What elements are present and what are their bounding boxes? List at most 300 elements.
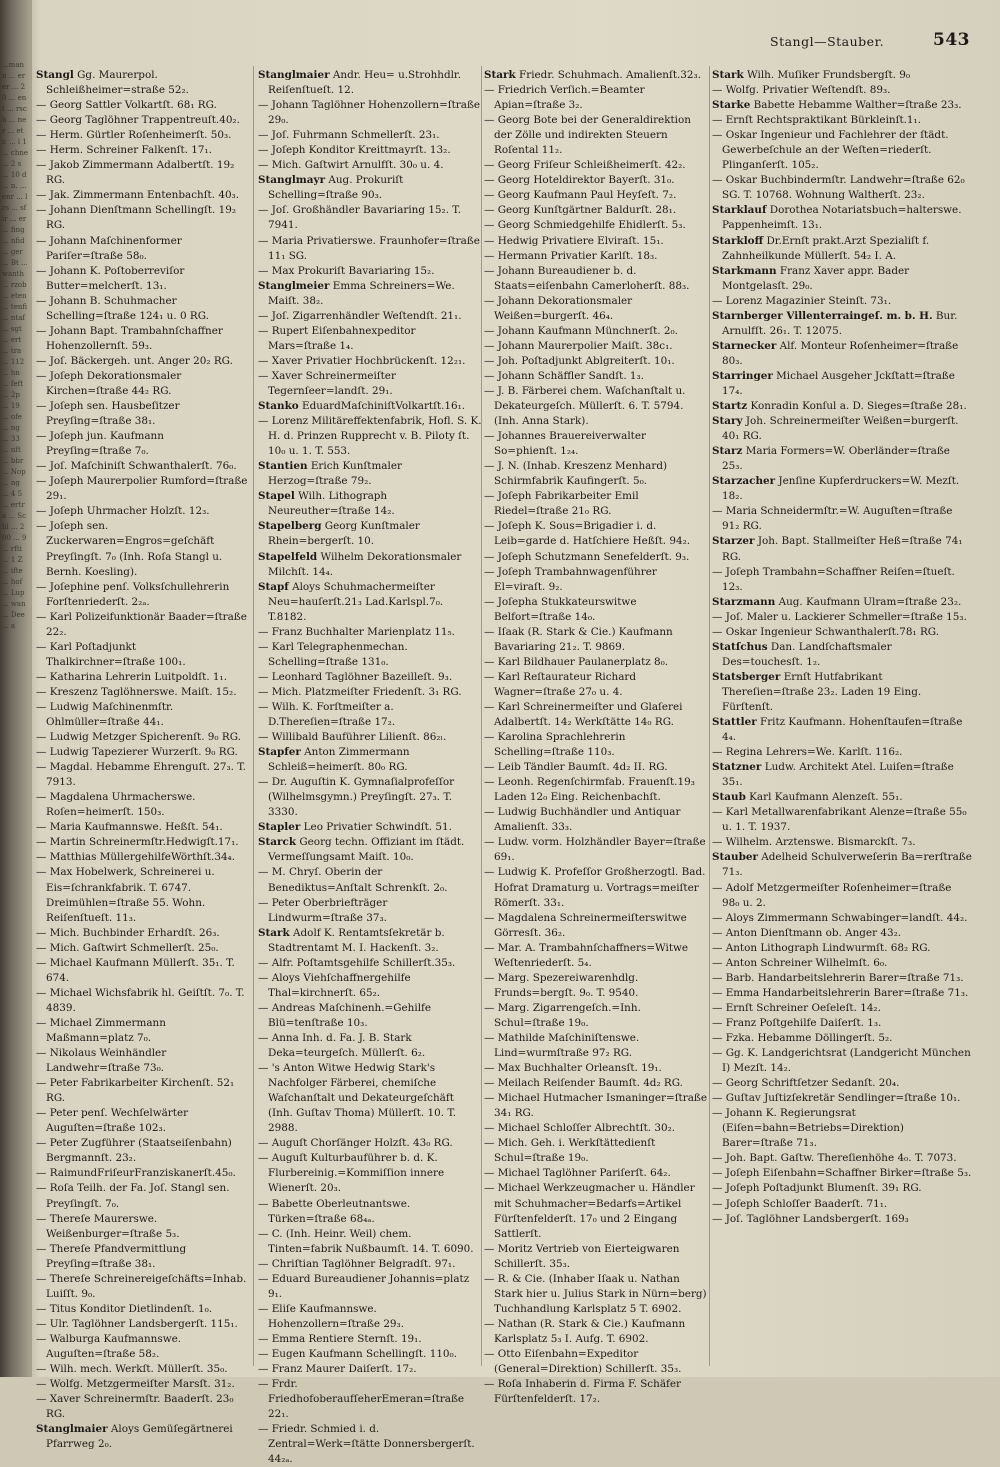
directory-entry — [484, 1076, 710, 1091]
directory-entry — [258, 896, 482, 926]
entry-text: — Ernſt Schreiner Oeſeleſt. 14₂. — [712, 1001, 881, 1014]
entry-text: — Herm. Schreiner Falkenſt. 17₁. — [36, 144, 212, 157]
entry-text: — Thereſe Schreinereigeſchäfts=Inhab. Luiſſt. 9₀. — [36, 1272, 247, 1300]
entry-text: — Marg. Spezereiwarenhdlg. Frunds=bergſt. 9₀. T. 9540. — [484, 971, 639, 999]
directory-entry — [484, 384, 710, 429]
directory-entry — [36, 68, 248, 98]
directory-entry — [712, 805, 972, 835]
entry-surname: Stary — [712, 415, 743, 428]
directory-entry — [712, 534, 972, 564]
directory-entry — [712, 956, 972, 971]
entry-text: — R. & Cie. (Inhaber Iſaak u. Nathan Stark hier u. Julius Stark in Nürn=berg) Tuchhandlung Karlsplatz 5 T. 6902. — [484, 1272, 707, 1315]
directory-entry — [484, 83, 710, 113]
entry-text: — Joſeph Trambahnwagenführer El=viraſt. 9₂. — [484, 565, 657, 593]
entry-text: Jenſine Kupferdruckers=W. Mezſt. 18₂. — [722, 475, 960, 503]
entry-text: — Willibald Bauführer Lilienſt. 86₂ₗ. — [258, 731, 447, 744]
directory-entry — [258, 700, 482, 730]
directory-entry — [712, 474, 972, 504]
directory-entry — [484, 670, 710, 700]
entry-text: — Michael Taglöhner Pariſerſt. 64₂. — [484, 1167, 671, 1180]
directory-entry — [484, 835, 710, 865]
directory-entry — [36, 203, 248, 233]
directory-entry — [484, 429, 710, 459]
directory-entry — [712, 1016, 972, 1031]
directory-entry — [36, 474, 248, 504]
entry-text: — Iſaak (R. Stark & Cie.) Kaufmann Bavariaring 21₂. T. 9869. — [484, 625, 673, 653]
entry-text: — Moritz Vertrieb von Eierteigwaren Schillerſt. 35₃. — [484, 1242, 680, 1270]
entry-surname: Stapf — [258, 580, 289, 593]
entry-text: — Georg Kaufmann Paul Heyſeſt. 7₂. — [484, 189, 677, 202]
directory-entry — [712, 941, 972, 956]
entry-text: — Johannes Brauereiverwalter So=phienſt. 1₂₄. — [484, 430, 646, 458]
entry-text: Ernſt Hutfabrikant Thereſien=ſtraße 23₂. Laden 19 Eing. Fürſtenſt. — [722, 670, 922, 713]
entry-text: — Max Hobelwerk, Schreinerei u. Eis=ſchrankfabrik. T. 6747. Dreimühlen=ſtraße 55. Wohn. Reiſenſtueſt. 11₃. — [36, 866, 215, 924]
entry-text: Wilh. Lithograph Neureuther=ſtraße 14₂. — [268, 490, 395, 518]
entry-surname: Stanglmayr — [258, 174, 326, 187]
directory-entry — [712, 234, 972, 264]
entry-text: — Xaver Schreinermſtr. Baaderſt. 23₀ RG. — [36, 1393, 234, 1421]
entry-text: — Rupert Eiſenbahnexpeditor Mars=ſtraße 1₄. — [258, 324, 416, 352]
directory-entry — [484, 188, 710, 203]
directory-entry — [484, 1181, 710, 1241]
directory-entry — [712, 173, 972, 203]
entry-text: — Marg. Zigarrengeſch.=Inh. Schul=ſtraße 19₀. — [484, 1001, 641, 1029]
directory-entry — [484, 1121, 710, 1136]
directory-entry — [258, 98, 482, 128]
directory-entry — [712, 339, 972, 369]
entry-text: — Joſeph Schutzmann Senefelderſt. 9₃. — [484, 550, 690, 563]
directory-entry — [258, 730, 482, 745]
directory-entry — [258, 459, 482, 489]
directory-entry — [258, 971, 482, 1001]
directory-entry — [36, 504, 248, 519]
entry-text: — Joſeph Konditor Kreittmayrſt. 13₂. — [258, 144, 451, 157]
entry-text: — Karl Schreinermeiſter und Glaſerei Adalbertſt. 14₂ Werkſtätte 14₀ RG. — [484, 700, 683, 729]
entry-text: — Joh. Bapt. Gaſtw. Thereſienhöhe 4₀. T. 7073. — [712, 1152, 957, 1165]
directory-entry — [36, 399, 248, 429]
column-1 — [36, 68, 248, 1451]
column-4 — [712, 68, 972, 1368]
running-title: Stangl—Stauber. — [770, 34, 885, 49]
directory-entry — [484, 655, 710, 670]
entry-text: — Karl Poſtadjunkt Thalkirchner=ſtraße 100₁. — [36, 640, 186, 668]
directory-entry — [36, 850, 248, 865]
entry-text: — Georg Kunſtgärtner Baldurſt. 28₁. — [484, 204, 677, 217]
entry-text: — Joſeph Eiſenbahn=Schaffner Birker=ſtraße 5₃. — [712, 1167, 972, 1180]
directory-entry — [258, 234, 482, 264]
directory-entry — [712, 1001, 972, 1016]
entry-text: — Anton Lithograph Lindwurmſt. 68₂ RG. — [712, 941, 931, 954]
entry-text: — Ludwig Buchhändler und Antiquar Amalienſt. 33₃. — [484, 806, 681, 834]
directory-entry — [36, 1016, 248, 1046]
directory-entry — [36, 1302, 248, 1317]
directory-entry — [258, 625, 482, 640]
entry-text: Aloys Gemüſegärtnerei Pfarrweg 2₀. — [46, 1423, 233, 1451]
gutter-text: ...mann ... erer ... 20 ... ent ... rsch ... ner ... etr. ... l 1 ... chne ... 2 s ... 10 d ... n. ... enr ... lrs ... sfir ... er ... fing ... nfid ... ger ... Bt ... wanth ... rzob ... eten ... tenfi ... ntaf ... sgt ... ert ... tra ... 112 ... hn ... feft ... 2p ... 19 ... ofe ... ng ... 33 ... nft ... bbr ... Nop ... ng ... 4 5 ... ertra ... Schl ... 200 ... 9 ... rfti ... 1 Z ... ifte ... hof ... Lup ... wan ... Dee ... a — [2, 61, 28, 630]
entry-text: — Aloys Viehſchaffnergehilfe Thal=kirchnerſt. 65₂. — [258, 971, 411, 999]
entry-surname: Stanglmaier — [258, 69, 330, 81]
directory-entry — [484, 1091, 710, 1121]
directory-entry — [712, 444, 972, 474]
directory-entry — [36, 1332, 248, 1362]
entry-surname: Starkmann — [712, 264, 777, 277]
entry-text: Andr. Heu= u.Strohhdlr. Reiſenſtueſt. 12. — [268, 69, 462, 97]
directory-entry — [712, 745, 972, 760]
entry-text: — Joſ. Bäckergeh. unt. Anger 20₂ RG. — [36, 354, 233, 367]
page-header — [770, 30, 970, 54]
directory-entry — [712, 83, 972, 98]
entry-text: — Ludwig Maſchinenmſtr. Ohlmüller=ſtraße 44₁. — [36, 700, 174, 729]
entry-text: — Joſeph Schloſſer Baaderſt. 71₁. — [712, 1197, 888, 1210]
entry-text: — Michael Schloſſer Albrechtſt. 30₂. — [484, 1122, 676, 1135]
directory-entry — [36, 1166, 248, 1181]
entry-text: — Alfr. Poſtamtsgehilfe Schillerſt.35₃. — [258, 956, 456, 969]
entry-text: Erich Kunſtmaler Herzog=ſtraße 79₂. — [268, 460, 402, 488]
entry-text: — Wilh. K. Forſtmeiſter a. D.Thereſien=ſtraße 17₂. — [258, 700, 396, 729]
entry-text: — Joſephine penſ. Volksſchullehrerin Forſtenriederſt. 2₂ₐ. — [36, 580, 230, 608]
directory-entry — [484, 113, 710, 158]
directory-entry — [712, 294, 972, 309]
entry-text: — Ludwig Metzger Spicherenſt. 9₀ RG. — [36, 731, 241, 744]
directory-entry — [484, 234, 710, 249]
entry-text: — Oskar Buchbindermſtr. Landwehr=ſtraße 62₀ SG. T. 10768. Wohnung Waltherſt. 23₂. — [712, 174, 965, 202]
directory-entry — [36, 1076, 248, 1106]
entry-text: — Hermann Privatier Karlſt. 18₃. — [484, 249, 658, 262]
directory-entry — [36, 730, 248, 745]
entry-text: — Mar. A. Trambahnſchaffners=Witwe Weſtenriederſt. 5₄. — [484, 941, 689, 969]
entry-text: — Mathilde Maſchiniſtenswe. Lind=wurmſtraße 97₂ RG. — [484, 1032, 640, 1060]
directory-entry — [712, 790, 972, 805]
entry-text: — Johann Dekorationsmaler Weißen=burgerſt. 46₄. — [484, 294, 633, 322]
entry-text: — Aloys Zimmermann Schwabinger=landſt. 44₂. — [712, 911, 968, 924]
entry-text: — Babette Oberleutnantswe. Türken=ſtraße 68₄ₐ. — [258, 1197, 411, 1225]
entry-text: — Karl Telegraphenmechan. Schelling=ſtraße 131₀. — [258, 640, 408, 668]
directory-entry — [36, 98, 248, 113]
directory-entry — [36, 519, 248, 579]
directory-entry — [484, 1031, 710, 1061]
directory-entry — [712, 835, 972, 850]
entry-text: — Joſ. Zigarrenhändler Weſtendſt. 21₁. — [258, 309, 462, 322]
directory-entry — [258, 143, 482, 158]
directory-entry — [258, 519, 482, 549]
directory-entry — [36, 610, 248, 640]
entry-text: — Michael Hutmacher Ismaninger=ſtraße 34₁ RG. — [484, 1092, 707, 1120]
column-3 — [484, 68, 710, 1406]
directory-entry — [36, 1362, 248, 1377]
directory-entry — [258, 550, 482, 580]
directory-entry — [258, 956, 482, 971]
entry-text: — Karl Bildhauer Paulanerplatz 8₀. — [484, 655, 669, 668]
directory-entry — [36, 1422, 248, 1452]
directory-entry — [712, 911, 972, 926]
entry-text: — Georg Schriftſetzer Sedanſt. 20₄. — [712, 1077, 900, 1090]
directory-entry — [484, 1166, 710, 1181]
directory-entry — [712, 881, 972, 911]
directory-entry — [258, 1061, 482, 1136]
directory-entry — [484, 1242, 710, 1272]
entry-text: Dan. Landſchaftsmaler Des=touchesſt. 1₂. — [722, 640, 892, 668]
binding-gutter — [0, 0, 32, 1377]
directory-entry — [36, 1272, 248, 1302]
directory-entry — [36, 354, 248, 369]
entry-text: — Michael Werkzeugmacher u. Händler mit Schuhmacher=Bedarfs=Artikel Fürſtenfelderſt. 17₀ und 2 Eingang Sattlerſt. — [484, 1182, 695, 1240]
entry-surname: Stapelfeld — [258, 550, 318, 563]
directory-entry — [258, 354, 482, 369]
entry-text: — Joſ. Taglöhner Landsbergerſt. 169₃ — [712, 1212, 909, 1225]
entry-text: — Karl Reſtaurateur Richard Wagner=ſtraße 27₀ u. 4. — [484, 670, 637, 698]
directory-entry — [484, 324, 710, 339]
directory-entry — [712, 309, 972, 339]
entry-surname: Starnberger Villenterraingeſ. m. b. H. — [712, 309, 933, 322]
entry-surname: Stapfer — [258, 746, 301, 759]
directory-entry — [36, 640, 248, 670]
entry-text: Wilh. Muſiker Frundsbergſt. 9₀ — [747, 69, 911, 81]
entry-text: Babette Hebamme Walther=ſtraße 23₃. — [753, 99, 962, 112]
entry-surname: Staub — [712, 791, 746, 804]
entry-text: — Lorenz Magazinier Steinſt. 73₁. — [712, 294, 892, 307]
entry-text: — Katharina Lehrerin Luitpoldſt. 1₁. — [36, 670, 228, 683]
entry-text: — Maria Privatierswe. Fraunhofer=ſtraße 11₁ SG. — [258, 234, 480, 262]
entry-surname: Statsberger — [712, 670, 781, 683]
entry-text: — Friedr. Schmied i. d. Zentral=Werk=ſtätte Donnersbergerſt. 44₂ₐ. — [258, 1423, 475, 1466]
entry-text: — Chriſtian Taglöhner Belgradſt. 97₁. — [258, 1257, 456, 1270]
directory-entry — [258, 926, 482, 956]
directory-entry — [258, 1031, 482, 1061]
directory-entry — [258, 1257, 482, 1272]
directory-entry — [712, 1106, 972, 1151]
entry-surname: Starck — [258, 836, 297, 849]
directory-entry — [36, 745, 248, 760]
directory-entry — [36, 459, 248, 474]
entry-surname: Stapler — [258, 821, 301, 834]
entry-surname: Statzner — [712, 761, 762, 774]
entry-text: — Peter Zugführer (Staatseiſenbahn) Bergmannſt. 23₂. — [36, 1137, 232, 1165]
entry-surname: Stanglmeier — [258, 279, 330, 292]
entry-text: Joh. Bapt. Stallmeiſter Heß=ſtraße 74₁ RG. — [722, 535, 963, 563]
entry-surname: Starklauf — [712, 204, 767, 217]
entry-text: — Michael Kaufmann Müllerſt. 35₁. T. 674. — [36, 956, 235, 984]
entry-text: — J. N. (Inhab. Kreszenz Menhard) Schirmfabrik Kaufingerſt. 5₀. — [484, 460, 668, 488]
entry-text: — Mich. Platzmeiſter Friedenſt. 3₁ RG. — [258, 685, 462, 698]
entry-text: — Mich. Buchbinder Erhardſt. 26₃. — [36, 926, 220, 939]
directory-entry — [484, 369, 710, 384]
directory-entry — [36, 1181, 248, 1211]
entry-text: — Wolfg. Metzgermeiſter Marsſt. 31₂. — [36, 1378, 235, 1391]
directory-entry — [484, 1136, 710, 1166]
directory-entry — [258, 685, 482, 700]
directory-entry — [712, 670, 972, 715]
entry-text: — Herm. Gürtler Roſenheimerſt. 50₃. — [36, 129, 232, 142]
entry-text: — Michael Zimmermann Maßmann=platz 7₀. — [36, 1016, 166, 1044]
entry-text: Anton Zimmermann Schleiß=heimerſt. 80₀ RG. — [268, 746, 410, 774]
entry-text: — Magdalena Uhrmacherswe. Roſen=heimerſt. 150₃. — [36, 791, 196, 819]
directory-entry — [36, 1136, 248, 1166]
entry-surname: Stark — [484, 69, 516, 81]
entry-text: — Georg Bote bei der Generaldirektion der Zölle und indirekten Steuern Roſental 11₂. — [484, 114, 691, 157]
entry-text: — Johann Maſchinenformer Pariſer=ſtraße 58₀. — [36, 234, 182, 262]
entry-text: — Anton Schreiner Wilhelmſt. 6₀. — [712, 956, 888, 969]
entry-text: — Georg Taglöhner Trappentreuſt.40₂. — [36, 114, 240, 127]
directory-entry — [36, 429, 248, 459]
directory-entry — [712, 1181, 972, 1196]
entry-text: Adelheid Schulverweſerin Ba=rerſtraße 71₃. — [722, 851, 972, 879]
directory-entry — [484, 519, 710, 549]
entry-text: — Eduard Bureaudiener Johannis=platz 9₁. — [258, 1272, 470, 1300]
entry-text: — Nathan (R. Stark & Cie.) Kaufmann Karlsplatz 5₃ I. Aufg. T. 6902. — [484, 1317, 686, 1345]
directory-entry — [258, 1272, 482, 1302]
directory-entry — [258, 1377, 482, 1422]
directory-entry — [258, 670, 482, 685]
directory-entry — [484, 68, 710, 83]
directory-entry — [258, 1347, 482, 1362]
directory-entry — [484, 203, 710, 218]
entry-text: — Karl Polizeifunktionär Baader=ſtraße 22₂. — [36, 610, 247, 638]
entry-text: Aug. Kaufmann Ulram=ſtraße 23₂. — [778, 595, 962, 608]
column-rule — [253, 66, 254, 1366]
entry-text: — Jakob Zimmermann Adalbertſt. 19₂ RG. — [36, 159, 235, 187]
directory-entry — [36, 1046, 248, 1076]
directory-entry — [36, 1106, 248, 1136]
entry-text: — Mich. Gaſtwirt Schmellerſt. 25₀. — [36, 941, 219, 954]
entry-text: — Leonhard Taglöhner Bazeilleſt. 9₃. — [258, 670, 453, 683]
entry-text: — Joſeph Fabrikarbeiter Emil Riedel=ſtraße 21₀ RG. — [484, 490, 639, 518]
entry-text: — Georg Schmiedgehilfe Ehidlerſt. 5₃. — [484, 219, 686, 232]
entry-text: — Meilach Reiſender Baumſt. 4d₂ RG. — [484, 1077, 683, 1090]
entry-text: — Magdal. Hebamme Ehrenguſt. 27₃. T. 7913. — [36, 761, 246, 789]
entry-text: — Oskar Ingenieur und Fachlehrer der ſtädt. Gewerbeſchule an der Weſten=riederſt. Plinganſerſt. 105₂. — [712, 129, 949, 172]
directory-entry — [484, 1272, 710, 1317]
directory-entry — [36, 670, 248, 685]
directory-entry — [36, 128, 248, 143]
directory-entry — [484, 941, 710, 971]
entry-text: — Joſ. Großhändler Bavariaring 15₂. T. 7941. — [258, 204, 462, 232]
directory-entry — [712, 1031, 972, 1046]
directory-entry — [484, 489, 710, 519]
entry-text: — Karolina Sprachlehrerin Schelling=ſtraße 110₃. — [484, 731, 626, 759]
entry-text: Michael Ausgeher Jckſtatt=ſtraße 17₄. — [722, 369, 955, 397]
entry-text: — Friedrich Verſich.=Beamter Apian=ſtraße 3₂. — [484, 84, 645, 112]
entry-surname: Starkloff — [712, 234, 764, 247]
directory-entry — [258, 775, 482, 820]
entry-text: — Gg. K. Landgerichtsrat (Landgericht München I) Mezſt. 14₂. — [712, 1047, 971, 1075]
directory-entry — [712, 971, 972, 986]
directory-entry — [712, 1166, 972, 1181]
entry-text: — Frdr. FriedhofoberaufſeherEmeran=ſtraße 22₁. — [258, 1378, 465, 1421]
entry-text: — Johann Bapt. Trambahnſchaffner Hohenzollernſt. 59₃. — [36, 324, 223, 352]
entry-text: Adolf K. Rentamtsſekretär b. Stadtrentamt M. I. Hackenſt. 3₂. — [268, 926, 445, 954]
directory-entry — [36, 926, 248, 941]
directory-entry — [258, 264, 482, 279]
entry-text: Karl Kaufmann Alenzeſt. 55₁. — [749, 791, 903, 804]
entry-text: Ludw. Architekt Atel. Luiſen=ſtraße 35₁. — [722, 761, 954, 789]
entry-text: Gg. Maurerpol. Schleißheimer=straße 52₂. — [46, 69, 189, 97]
entry-text: — Joſeph sen. Zuckerwaren=Engros=geſchäft Preyſingſt. 7₀ (Inh. Roſa Stangl u. Bernh. Koesling). — [36, 520, 223, 578]
entry-text: — Georg Friſeur Schleißheimerſt. 42₂. — [484, 159, 686, 172]
directory-entry — [712, 369, 972, 399]
directory-entry — [712, 565, 972, 595]
entry-text: — Hedwig Privatiere Elviraſt. 15₁. — [484, 234, 664, 247]
entry-text: — Joſ. Maſchiniſt Schwanthalerſt. 76₀. — [36, 460, 237, 473]
directory-entry — [36, 865, 248, 925]
entry-text: — Barb. Handarbeitslehrerin Barer=ſtraße 71₃. — [712, 971, 964, 984]
directory-entry — [258, 1001, 482, 1031]
directory-entry — [36, 294, 248, 324]
entry-text: — Georg Hoteldirektor Bayerſt. 31₀. — [484, 174, 675, 187]
directory-entry — [258, 1151, 482, 1196]
directory-entry — [36, 158, 248, 188]
entry-surname: Statſchus — [712, 640, 768, 653]
entry-text: — Joſeph Dekorationsmaler Kirchen=ſtraße 44₂ RG. — [36, 369, 182, 397]
directory-entry — [258, 489, 482, 519]
directory-entry — [712, 399, 972, 414]
entry-text: — Franz Poſtgehilfe Daiſerſt. 1₃. — [712, 1016, 882, 1029]
entry-text: — Ludwig K. Profeſſor Großherzogtl. Bad. Hofrat Dramaturg u. Vortrags=meiſter Römerſt. 33₁. — [484, 866, 706, 909]
directory-entry — [36, 113, 248, 128]
directory-entry — [484, 760, 710, 775]
directory-entry — [258, 820, 482, 835]
entry-text: — Dr. Auguſtin K. Gymnaſialprofeſſor (Wilhelmsgymn.) Preyſingſt. 27₃. T. 3330. — [258, 776, 455, 819]
entry-surname: Stark — [712, 69, 744, 81]
entry-text: — Maria Schneidermſtr.=W. Auguſten=ſtraße 91₂ RG. — [712, 505, 953, 533]
entry-text: Aloys Schuhmachermeiſter Neu=hauſerſt.21₃ Lad.Karlspl.7₀. T.8182. — [268, 580, 444, 623]
directory-entry — [484, 294, 710, 324]
entry-text: — Wilh. mech. Werkſt. Müllerſt. 35₀. — [36, 1363, 228, 1376]
entry-text: — Wolfg. Privatier Weſtendſt. 89₃. — [712, 84, 891, 97]
entry-text: — Mich. Gaſtwirt Arnulfſt. 30₀ u. 4. — [258, 159, 444, 172]
directory-entry — [484, 264, 710, 294]
directory-entry — [712, 414, 972, 444]
entry-text: — Peter Fabrikarbeiter Kirchenſt. 52₁ RG. — [36, 1077, 235, 1105]
entry-text: — Martin Schreinermſtr.Hedwigſt.17₁. — [36, 836, 239, 849]
entry-surname: Stanglmaier — [36, 1423, 108, 1436]
entry-surname: Stantien — [258, 460, 308, 473]
entry-text: Konradin Konſul a. D. Sieges=ſtraße 28₁. — [750, 400, 967, 413]
directory-entry — [258, 399, 482, 414]
entry-text: — Auguſt Chorſänger Holzſt. 43₀ RG. — [258, 1137, 453, 1150]
entry-text: — Johann K. Poſtoberreviſor Butter=melcherſt. 13₁. — [36, 264, 185, 292]
entry-text: — Joſeph Trambahn=Schaffner Reiſen=ſtueſt. 12₃. — [712, 565, 955, 593]
directory-entry — [258, 640, 482, 670]
entry-text: — M. Chryſ. Oberin der Benediktus=Anſtalt Schrenkſt. 2₀. — [258, 866, 448, 894]
entry-surname: Startz — [712, 400, 748, 413]
entry-text: Joh. Schreinermeiſter Weißen=burgerſt. 40₁ RG. — [722, 415, 959, 443]
entry-text: Emma Schreiners=We. Maiſt. 38₂. — [268, 279, 455, 307]
entry-text: — Joſeph K. Sous=Brigadier i. d. Leib=garde d. Hatſchiere Heßſt. 94₂. — [484, 520, 691, 548]
directory-entry — [484, 911, 710, 941]
directory-entry — [484, 700, 710, 730]
directory-entry — [484, 595, 710, 625]
directory-entry — [712, 640, 972, 670]
entry-text: — Peter Oberbriefträger Lindwurm=ſtraße 37₃. — [258, 896, 388, 924]
entry-text: — Johann Bureaudiener b. d. Staats=eiſenbahn Camerloherſt. 88₃. — [484, 264, 690, 292]
entry-surname: Stapel — [258, 490, 295, 503]
directory-entry — [258, 414, 482, 459]
directory-entry — [712, 203, 972, 233]
entry-text: Georg techn. Offiziant im ſtädt. Vermeſſungsamt Maiſt. 10₀. — [268, 836, 465, 864]
column-2 — [258, 68, 482, 1466]
entry-text: Wilhelm Dekorationsmaler Milchſt. 14₄. — [268, 550, 462, 578]
directory-entry — [36, 324, 248, 354]
entry-surname: Stanko — [258, 400, 299, 413]
entry-text: — Roſa Inhaberin d. Firma F. Schäfer Fürſtenfelderſt. 17₂. — [484, 1378, 681, 1406]
directory-entry — [36, 188, 248, 203]
directory-entry — [36, 820, 248, 835]
entry-text: — Thereſe Pfandvermittlung Preyſing=ſtraße 38₁. — [36, 1242, 187, 1270]
directory-entry — [36, 580, 248, 610]
entry-text: — Kreszenz Taglöhnerswe. Maiſt. 15₂. — [36, 685, 237, 698]
entry-text: — Georg Sattler Volkartſt. 68₁ RG. — [36, 99, 217, 112]
entry-surname: Stattler — [712, 716, 757, 729]
